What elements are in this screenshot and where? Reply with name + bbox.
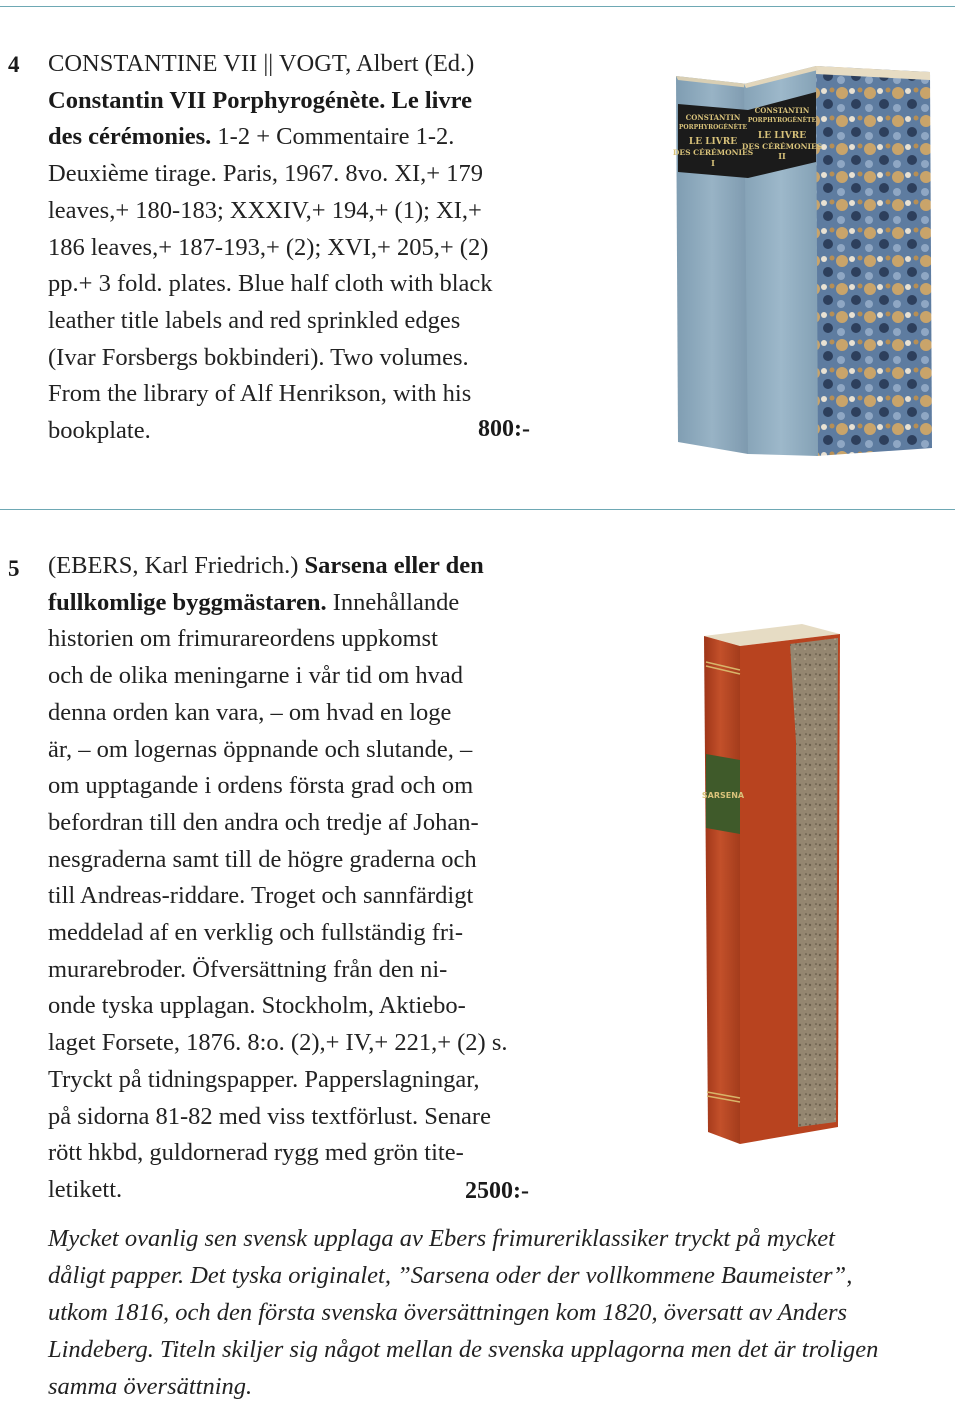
label-text: LE LIVRE (757, 131, 807, 141)
lot-number: 4 (8, 52, 20, 77)
desc-line: på sidorna 81-82 med viss textförlust. Senare (48, 1102, 491, 1130)
label-text: CONSTANTIN (754, 106, 810, 115)
price: 2500:- (465, 1178, 529, 1204)
desc-line: 186 leaves,+ 187-193,+ (2); XVI,+ 205,+ (2) (48, 233, 489, 261)
label-text: LE LIVRE (688, 137, 738, 147)
title-rest: 1-2 + Commentaire 1-2. (211, 123, 455, 151)
book-photo-two-volumes (668, 58, 938, 463)
desc-line-last: bookplate. (48, 417, 151, 445)
title: Sarsena eller den (304, 552, 484, 579)
book-photo-single-volume (698, 622, 846, 1147)
label-text: CONSTANTIN (685, 113, 741, 122)
note-line: samma översättning. (48, 1373, 253, 1400)
desc-line: om upptagande i ordens första grad och om (48, 772, 474, 800)
desc-line: murarebroder. Öfversättning från den ni- (48, 955, 448, 983)
note-line: dåligt papper. Det tyska originalet, ”Sarsena oder der vollkommene Baumeister”, (48, 1262, 853, 1289)
desc-line: är, – om logernas öppnande och slutande, – (48, 735, 473, 763)
label-text: II (778, 151, 786, 161)
desc-line: onde tyska upplagan. Stockholm, Aktiebo- (48, 992, 466, 1020)
desc-line-last: letikett. (48, 1175, 123, 1203)
desc-line: (Ivar Forsbergs bokbinderi). Two volumes. (48, 343, 469, 371)
desc-line: denna orden kan vara, – om hvad en loge (48, 698, 452, 726)
desc-line: Deuxième tirage. Paris, 1967. 8vo. XI,+ 179 (48, 160, 483, 188)
desc-line: meddelad af en verklig och fullständig fri- (48, 919, 463, 947)
lot-number: 5 (8, 556, 20, 581)
desc-line: och de olika meningarne i vår tid om hvad (48, 662, 464, 690)
desc-line: rött hkbd, guldornerad rygg med grön tite- (48, 1139, 464, 1167)
title: Constantin VII Porphyrogénète. Le livre (48, 86, 472, 114)
desc-line: From the library of Alf Henrikson, with his (48, 380, 472, 408)
desc-line: leaves,+ 180-183; XXXIV,+ 194,+ (1); XI,+ (48, 196, 482, 224)
desc-start: Innehållande (326, 588, 460, 616)
title-cont: des cérémonies. (48, 123, 212, 151)
desc-line: Tryckt på tidningspapper. Papperslagningar, (48, 1065, 480, 1093)
label-text: DES CÉRÉMONIES (672, 148, 754, 157)
lot-4-entry (48, 46, 608, 450)
note-line: Mycket ovanlig sen svensk upplaga av Ebers frimureriklassiker tryckt på mycket (48, 1225, 835, 1252)
desc-line: leather title labels and red sprinkled edges (48, 306, 461, 334)
desc-line: laget Forsete, 1876. 8:o. (2),+ IV,+ 221,+ (2) s. (48, 1029, 508, 1057)
desc-line: till Andreas-riddare. Troget och sannfärdigt (48, 882, 474, 910)
label-text: DES CÉRÉMONIES (741, 142, 823, 151)
desc-line: nesgraderna samt till de högre graderna och (48, 845, 477, 873)
section-rule (0, 509, 955, 510)
label-text: PORPHYROGÉNÈTE (747, 117, 817, 124)
label-text: PORPHYROGÉNÈTE (678, 124, 748, 131)
title-cont: fullkomlige byggmästaren. (48, 588, 327, 616)
desc-line: befordran till den andra och tredje af Johan- (48, 808, 479, 836)
spine-label: SARSENA (701, 791, 745, 800)
desc-line: historien om frimurareordens uppkomst (48, 625, 438, 653)
lot-5-entry (48, 548, 628, 1209)
top-rule (0, 6, 955, 7)
desc-line: pp.+ 3 fold. plates. Blue half cloth with black (48, 270, 493, 298)
lot-5-note (48, 1220, 953, 1405)
note-line: utkom 1816, och den första svenska översättningen kom 1820, översatt av Anders (48, 1299, 848, 1326)
label-text: I (711, 158, 715, 168)
author: (EBERS, Karl Friedrich.) (48, 552, 305, 579)
author: CONSTANTINE VII || VOGT, Albert (Ed.) (48, 50, 475, 77)
note-line: Lindeberg. Titeln skiljer sig något mellan de svenska upplagorna men det är troligen (48, 1336, 879, 1363)
price: 800:- (478, 416, 530, 442)
